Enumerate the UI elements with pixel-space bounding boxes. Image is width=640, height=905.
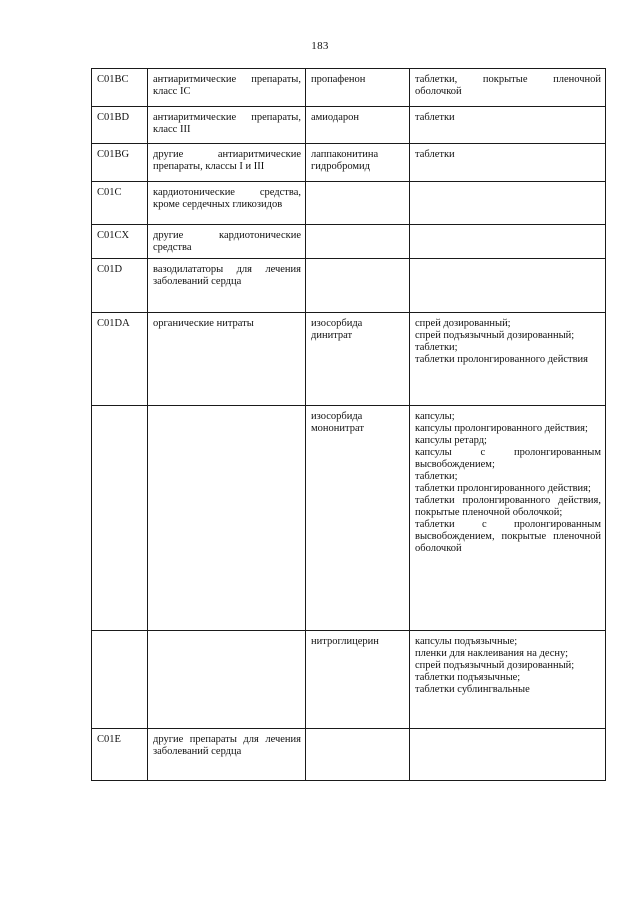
pharmacological-group-cell: вазодилататоры для лечения заболеваний сердца <box>148 259 306 313</box>
atc-code-cell: C01BD <box>92 107 148 144</box>
dosage-form-item: спрей подъязычный дозированный; <box>415 330 575 341</box>
table-row <box>92 631 606 729</box>
dosage-form-item: таблетки, покрытые пленочной оболочкой <box>415 74 601 97</box>
pharmacological-group-cell: антиаритмические препараты, класс IC <box>148 69 306 107</box>
table-row <box>92 144 606 182</box>
atc-code-cell: C01CX <box>92 225 148 259</box>
substance-name-cell <box>306 225 410 259</box>
dosage-form-item: спрей дозированный; <box>415 318 511 329</box>
atc-code-cell: C01E <box>92 729 148 781</box>
dosage-form-item: таблетки; <box>415 342 458 353</box>
dosage-form-item: таблетки <box>415 149 455 160</box>
dosage-forms-cell <box>410 406 606 631</box>
dosage-forms-cell <box>410 225 606 259</box>
table-body <box>92 69 606 781</box>
dosage-forms-cell <box>410 69 606 107</box>
dosage-form-item: таблетки; <box>415 471 458 482</box>
atc-code-cell <box>92 406 148 631</box>
dosage-form-item: капсулы пролонгированного действия; <box>415 423 588 434</box>
table-row <box>92 729 606 781</box>
substance-name-cell: изосорбида динитрат <box>306 313 410 406</box>
dosage-form-item: пленки для наклеивания на десну; <box>415 648 569 659</box>
dosage-form-item: таблетки пролонгированного действия, покрытые пленочной оболочкой; <box>415 495 601 518</box>
substance-name-cell: пропафенон <box>306 69 410 107</box>
pharmacological-group-cell: органические нитраты <box>148 313 306 406</box>
dosage-forms-cell <box>410 182 606 225</box>
table-row <box>92 259 606 313</box>
pharmacological-group-cell <box>148 631 306 729</box>
dosage-form-item: капсулы ретард; <box>415 435 487 446</box>
dosage-form-item: таблетки пролонгированного действия; <box>415 483 591 494</box>
table-row <box>92 107 606 144</box>
dosage-forms-cell <box>410 729 606 781</box>
dosage-form-item: таблетки сублингвальные <box>415 684 530 695</box>
dosage-forms-cell <box>410 631 606 729</box>
dosage-form-item: капсулы подъязычные; <box>415 636 518 647</box>
dosage-form-item: таблетки с пролонгированным высвобождением, покрытые пленочной оболочкой <box>415 519 601 554</box>
pharmacological-group-cell: кардиотонические средства, кроме сердечных гликозидов <box>148 182 306 225</box>
table-row <box>92 406 606 631</box>
substance-name-cell <box>306 259 410 313</box>
dosage-form-item: таблетки пролонгированного действия <box>415 354 588 365</box>
substance-name-cell <box>306 729 410 781</box>
pharmacological-group-cell <box>148 406 306 631</box>
atc-code-cell: C01DA <box>92 313 148 406</box>
page-number: 183 <box>311 40 329 52</box>
dosage-forms-cell <box>410 259 606 313</box>
substance-name-cell: изосорбида мононитрат <box>306 406 410 631</box>
atc-code-cell: C01D <box>92 259 148 313</box>
dosage-form-item: таблетки <box>415 112 455 123</box>
atc-code-cell: C01BG <box>92 144 148 182</box>
drug-classification-table <box>91 68 606 781</box>
table-row <box>92 69 606 107</box>
atc-code-cell <box>92 631 148 729</box>
table-row <box>92 182 606 225</box>
pharmacological-group-cell: другие препараты для лечения заболеваний сердца <box>148 729 306 781</box>
dosage-form-item: спрей подъязычный дозированный; <box>415 660 575 671</box>
substance-name-cell <box>306 182 410 225</box>
substance-name-cell: амиодарон <box>306 107 410 144</box>
dosage-forms-cell <box>410 144 606 182</box>
atc-code-cell: C01C <box>92 182 148 225</box>
dosage-form-item: капсулы с пролонгированным высвобождением; <box>415 447 601 470</box>
substance-name-cell: нитроглицерин <box>306 631 410 729</box>
dosage-forms-cell <box>410 313 606 406</box>
dosage-forms-cell <box>410 107 606 144</box>
table-row <box>92 225 606 259</box>
dosage-form-item: капсулы; <box>415 411 455 422</box>
table-row <box>92 313 606 406</box>
atc-code-cell: C01BC <box>92 69 148 107</box>
pharmacological-group-cell: другие антиаритмические препараты, классы I и III <box>148 144 306 182</box>
pharmacological-group-cell: антиаритмические препараты, класс III <box>148 107 306 144</box>
pharmacological-group-cell: другие кардиотонические средства <box>148 225 306 259</box>
substance-name-cell: лаппаконитина гидробромид <box>306 144 410 182</box>
dosage-form-item: таблетки подъязычные; <box>415 672 521 683</box>
